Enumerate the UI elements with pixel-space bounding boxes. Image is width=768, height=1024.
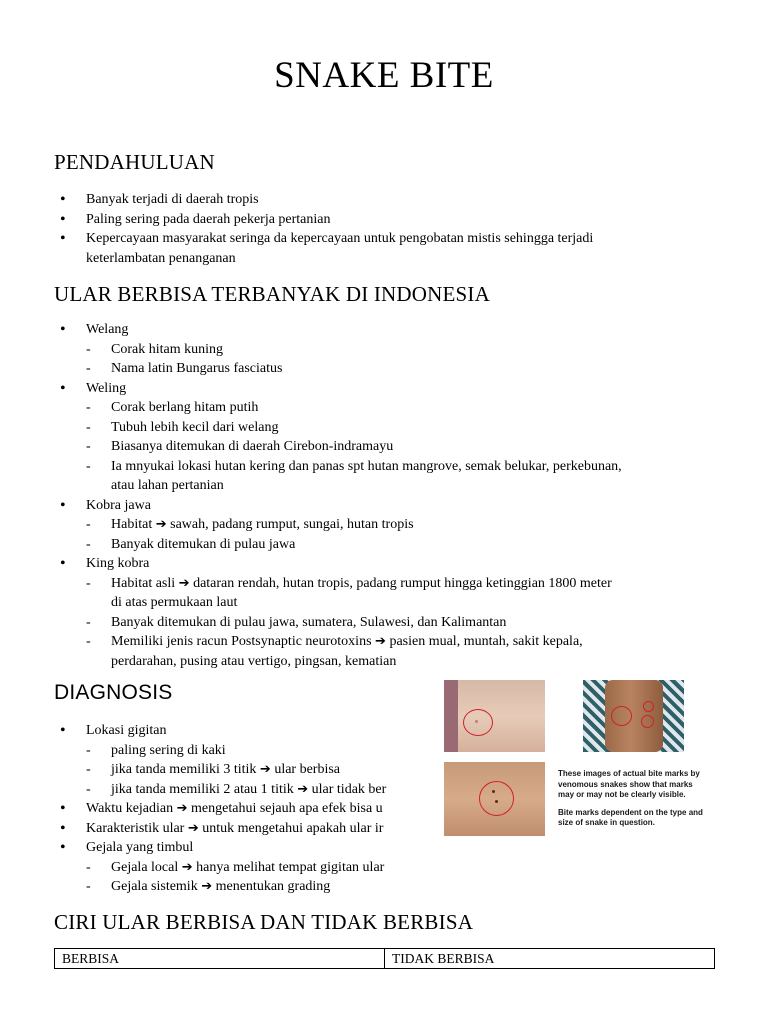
sub-item: - paling sering di kaki [54, 741, 436, 761]
sub-item: - Banyak ditemukan di pulau jawa, sumatera, Sulawesi, dan Kalimantan [54, 613, 719, 633]
list-item-king-kobra: • King kobra - Habitat asli ➔ dataran rendah, hutan tropis, padang rumput hingga ketinggian 1800 meter di atas permukaan laut - Banyak ditemukan di pulau jawa, sumatera, Sulawesi, dan Kalimantan - Memiliki jenis racun Postsynaptic neurotoxins ➔ pasien mual, muntah, sakit kepala, perdarahan, pusing atau vertigo, pingsan, kematian [54, 554, 719, 671]
arrow-right-icon: ➔ [178, 575, 190, 591]
arrow-right-icon: ➔ [297, 781, 309, 797]
sublist-gejala [86, 858, 436, 897]
arrow-right-icon: ➔ [375, 634, 386, 649]
heading-ciri: CIRI ULAR BERBISA DAN TIDAK BERBISA [54, 910, 474, 934]
sublist-kobra-jawa [86, 515, 719, 554]
page-title: SNAKE BITE [274, 55, 494, 96]
sublist-king-kobra [86, 574, 719, 672]
sublist-welang [86, 340, 719, 379]
arrow-right-icon: ➔ [155, 517, 167, 532]
sub-item: - Corak berlang hitam putih [54, 398, 719, 418]
sub-item: - Tubuh lebih kecil dari welang [54, 418, 719, 438]
arrow-right-icon: ➔ [176, 801, 188, 816]
bite-mark-caption: These images of actual bite marks by venomous snakes show that marks may or may not be clearly visible. Bite marks dependent on the type and size of snake in question. [558, 769, 703, 827]
bite-mark-photo-1 [444, 680, 545, 752]
sub-item: - Biasanya ditemukan di daerah Cirebon-indramayu [54, 437, 719, 457]
list-item-waktu: • Waktu kejadian ➔ mengetahui sejauh apa efek bisa u [54, 799, 436, 819]
arrow-right-icon: ➔ [187, 820, 199, 836]
arrow-right-icon: ➔ [201, 879, 213, 894]
list-ular-berbisa [54, 320, 719, 671]
list-item: • Paling sering pada daerah pekerja pertanian [54, 210, 714, 230]
list-item: • Kepercayaan masyarakat seringa da kepercayaan untuk pengobatan mistis sehingga terjadi [54, 229, 714, 249]
list-pendahuluan [54, 190, 714, 268]
list-item-lokasi: • Lokasi gigitan - paling sering di kaki - jika tanda memiliki 3 titik ➔ ular berbisa - jika tanda memiliki 2 atau 1 titik ➔ ular tidak ber [54, 721, 436, 799]
comparison-table [54, 948, 715, 969]
table-header-berbisa: BERBISA [55, 949, 385, 969]
sub-item: - Nama latin Bungarus fasciatus [54, 359, 719, 379]
heading-diagnosis: DIAGNOSIS [54, 681, 173, 704]
sub-item: - jika tanda memiliki 2 atau 1 titik ➔ ular tidak ber [54, 780, 436, 800]
list-item-kobra-jawa: • Kobra jawa - Habitat ➔ sawah, padang rumput, sungai, hutan tropis - Banyak ditemukan di pulau jawa [54, 496, 719, 555]
sub-item: - Banyak ditemukan di pulau jawa [54, 535, 719, 555]
list-diagnosis [54, 721, 436, 897]
arrow-right-icon: ➔ [259, 762, 271, 777]
heading-ular-berbisa: ULAR BERBISA TERBANYAK DI INDONESIA [54, 282, 490, 306]
sub-item: - jika tanda memiliki 3 titik ➔ ular berbisa [54, 760, 436, 780]
list-item-continuation: keterlambatan penanganan [86, 250, 236, 266]
list-item: • Banyak terjadi di daerah tropis [54, 190, 714, 210]
table-header-tidak-berbisa: TIDAK BERBISA [385, 949, 715, 969]
arrow-right-icon: ➔ [181, 859, 193, 875]
sub-item: - Corak hitam kuning [54, 340, 719, 360]
sub-item: - Gejala local ➔ hanya melihat tempat gigitan ular [54, 858, 436, 878]
sub-item: - Gejala sistemik ➔ menentukan grading [54, 877, 436, 897]
sub-item: - Ia mnyukai lokasi hutan kering dan panas spt hutan mangrove, semak belukar, perkebunan, atau lahan pertanian [54, 457, 719, 496]
sublist-lokasi [86, 741, 436, 800]
list-item-gejala: • Gejala yang timbul - Gejala local ➔ hanya melihat tempat gigitan ular - Gejala sistemik ➔ menentukan grading [54, 838, 436, 897]
sub-item: - Memiliki jenis racun Postsynaptic neurotoxins ➔ pasien mual, muntah, sakit kepala, perdarahan, pusing atau vertigo, pingsan, kematian [54, 632, 719, 671]
sub-item: - Habitat asli ➔ dataran rendah, hutan tropis, padang rumput hingga ketinggian 1800 meter di atas permukaan laut [54, 574, 719, 613]
list-item-welang: • Welang - Corak hitam kuning - Nama latin Bungarus fasciatus [54, 320, 719, 379]
sub-item: - Habitat ➔ sawah, padang rumput, sungai, hutan tropis [54, 515, 719, 535]
bite-mark-photo-2 [583, 680, 684, 752]
list-item-weling: • Weling - Corak berlang hitam putih - Tubuh lebih kecil dari welang - Biasanya ditemukan di daerah Cirebon-indramayu - Ia mnyukai lokasi hutan kering dan panas spt hutan mangrove, semak belukar, perkebunan, atau lahan pertanian [54, 379, 719, 496]
bite-mark-photo-3 [444, 762, 545, 836]
list-item-karakteristik: • Karakteristik ular ➔ untuk mengetahui apakah ular ir [54, 819, 436, 839]
heading-pendahuluan: PENDAHULUAN [54, 150, 215, 174]
sublist-weling [86, 398, 719, 496]
